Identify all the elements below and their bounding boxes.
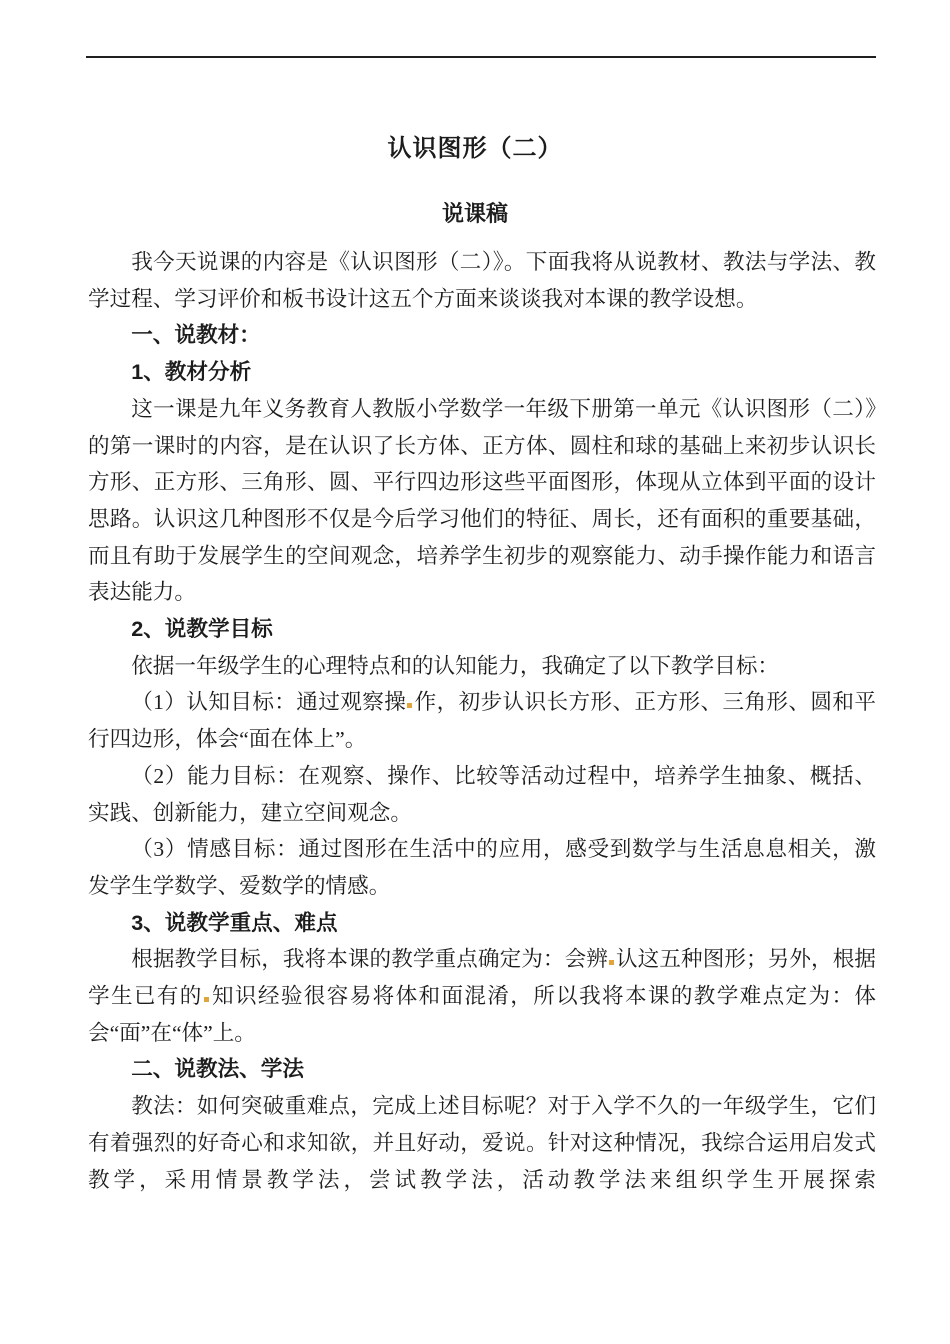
text-run: 教法：如何突破重难点，完成上述目标呢？对于入学不久的一年级学生，它们有着强烈的好奇心和求知欲，并且好动，爱说。针对这种情况，我综合运用启发式教学，采用情景教学法，尝试教学法，活动教学法来组织学生开展探索 xyxy=(88,1094,876,1192)
text-run: 作，初步认识长方形、正方形、三角形、圆和平行四边形，体会“面在体上”。 xyxy=(88,690,876,752)
orange-dot-marker xyxy=(204,997,209,1002)
text-run: （1）认知目标：通过观察操 xyxy=(131,690,407,715)
text-run: 我今天说课的内容是《认识图形（二）》。下面我将从说教材、教法与学法、教学过程、学习评价和板书设计这五个方面来谈谈我对本课的教学设想。 xyxy=(88,250,876,311)
text-run: 3、说教学重点、难点 xyxy=(131,909,338,935)
text-run: 二、说教法、学法 xyxy=(131,1056,304,1082)
text-run: 根据教学目标，我将本课的教学重点确定为：会辨 xyxy=(131,947,608,972)
orange-dot-marker xyxy=(407,703,412,708)
section-heading xyxy=(88,611,876,648)
paragraph xyxy=(88,758,876,831)
text-run: 依据一年级学生的心理特点和的认知能力，我确定了以下教学目标： xyxy=(131,653,780,678)
paragraph xyxy=(88,648,876,685)
paragraph xyxy=(88,391,876,611)
document-title: 认识图形（二） xyxy=(387,136,563,162)
text-run: 知识经验很容易将体和面混淆，所以我将本课的教学难点定为：体会“面”在“体”上。 xyxy=(88,984,876,1045)
text-run: 这一课是九年义务教育人教版小学数学一年级下册第一单元《认识图形（二）》的第一课时的内容，是在认识了长方体、正方体、圆柱和球的基础上来初步认识长方形、正方形、三角形、圆、平行四边形这些平面图形，体现从立体到平面的设计思路。认识这几种图形不仅是今后学习他们的特征、周长，还有面积的重要基础，而且有助于发展学生的空间观念，培养学生初步的观察能力、动手操作能力和语言表达能力。 xyxy=(88,396,876,605)
text-run: 2、说教学目标 xyxy=(131,616,273,642)
section-heading xyxy=(88,905,876,942)
paragraph xyxy=(88,941,876,1051)
text-run: （2）能力目标：在观察、操作、比较等活动过程中，培养学生抽象、概括、实践、创新能力，建立空间观念。 xyxy=(88,763,876,825)
text-run: （3）情感目标：通过图形在生活中的应用，感受到数学与生活息息相关，激发学生学数学、爱数学的情感。 xyxy=(88,837,876,898)
section-heading xyxy=(88,1051,876,1088)
text-run: 1、教材分析 xyxy=(131,359,252,385)
section-heading xyxy=(88,317,876,354)
header-rule xyxy=(86,56,876,58)
orange-dot-marker xyxy=(609,960,614,965)
paragraph xyxy=(88,1088,876,1198)
section-heading xyxy=(88,354,876,391)
paragraph xyxy=(88,684,876,757)
document-subtitle: 说课稿 xyxy=(441,201,508,226)
text-run: 认这五种图形；另外，根据学生已有的 xyxy=(88,947,876,1009)
paragraph xyxy=(88,244,876,317)
document-body xyxy=(88,244,876,1198)
text-run: 一、说教材： xyxy=(131,322,261,348)
paragraph xyxy=(88,831,876,904)
